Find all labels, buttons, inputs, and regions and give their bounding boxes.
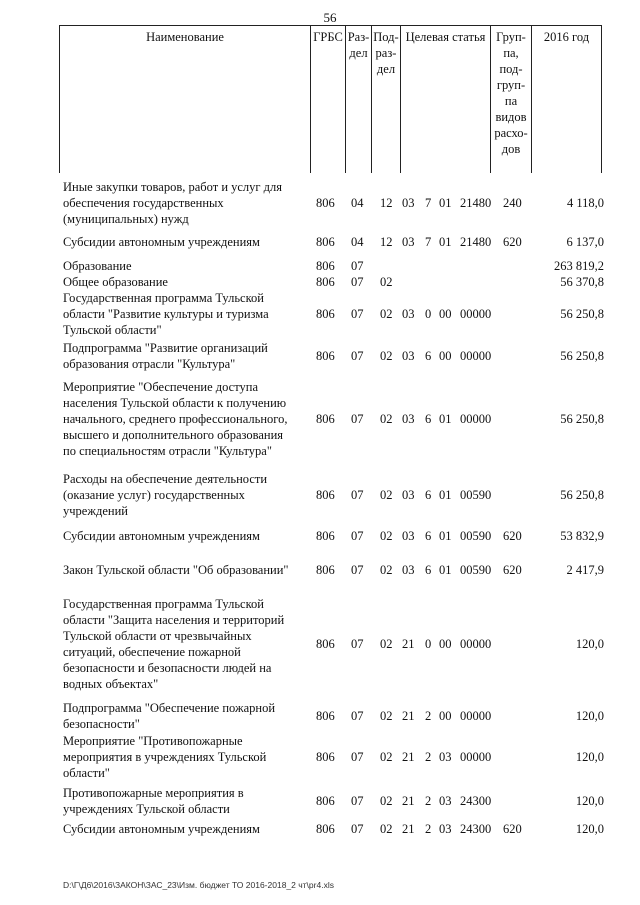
cell-target-subprogram: 2	[425, 794, 432, 808]
row-name: Государственная программа Тульской области "Защита населения и территорий Тульской области от чрезвычайных ситуаций, обеспечение пожарной безопасности и безопасности людей на водных объектах"	[63, 597, 285, 691]
cell-razdel: 07	[351, 412, 364, 426]
row-name: Подпрограмма "Обеспечение пожарной безопасности"	[63, 701, 276, 731]
cell-target-subprogram: 2	[425, 709, 432, 723]
cell-target-code: 00000	[460, 709, 492, 723]
cell-target-subprogram: 2	[425, 822, 432, 836]
row-name: Мероприятие "Обеспечение доступа населения Тульской области к получению начального, среднего профессионального, высшего и дополнительного образования по специальностям отрасли "Культура"	[63, 380, 288, 458]
cell-amount: 120,0	[575, 709, 604, 723]
cell-grbs: 806	[316, 307, 335, 321]
row-name: Подпрограмма "Развитие организаций образования отрасли "Культура"	[63, 341, 268, 371]
cell-grbs: 806	[316, 822, 335, 836]
cell-podrazdel: 02	[380, 349, 393, 363]
cell-target-program: 03	[402, 235, 415, 249]
cell-amount: 120,0	[575, 637, 604, 651]
cell-razdel: 07	[351, 822, 364, 836]
table-row	[0, 179, 640, 227]
cell-podrazdel: 12	[380, 235, 393, 249]
table-row	[0, 340, 640, 372]
cell-target-activity: 00	[439, 637, 452, 651]
cell-amount: 56 250,8	[560, 307, 604, 321]
cell-grbs: 806	[316, 563, 335, 577]
table-row	[0, 785, 640, 817]
cell-grbs: 806	[316, 750, 335, 764]
cell-razdel: 07	[351, 275, 364, 289]
cell-podrazdel: 02	[380, 709, 393, 723]
row-name: Иные закупки товаров, работ и услуг для обеспечения государственных (муниципальных) нужд	[63, 180, 283, 226]
cell-grbs: 806	[316, 794, 335, 808]
cell-target-program: 03	[402, 349, 415, 363]
cell-target-program: 21	[402, 709, 415, 723]
cell-podrazdel: 02	[380, 750, 393, 764]
row-name: Образование	[63, 259, 132, 273]
table-row	[0, 733, 640, 781]
cell-target-program: 03	[402, 196, 415, 210]
row-name: Субсидии автономным учреждениям	[63, 235, 260, 249]
cell-target-activity: 03	[439, 794, 452, 808]
cell-target-program: 03	[402, 563, 415, 577]
header-border	[59, 25, 60, 173]
table-row	[0, 562, 640, 578]
table-row	[0, 471, 640, 519]
cell-target-program: 21	[402, 822, 415, 836]
cell-razdel: 07	[351, 529, 364, 543]
cell-target-activity: 00	[439, 307, 452, 321]
cell-target-activity: 01	[439, 196, 452, 210]
table-row	[0, 379, 640, 459]
cell-razdel: 07	[351, 307, 364, 321]
cell-expense-type: 620	[503, 563, 522, 577]
cell-grbs: 806	[316, 637, 335, 651]
cell-podrazdel: 02	[380, 529, 393, 543]
cell-target-code: 00590	[460, 563, 492, 577]
cell-grbs: 806	[316, 709, 335, 723]
row-name: Субсидии автономным учреждениям	[63, 529, 260, 543]
cell-target-activity: 03	[439, 750, 452, 764]
cell-grbs: 806	[316, 235, 335, 249]
cell-amount: 6 137,0	[566, 235, 604, 249]
cell-grbs: 806	[316, 488, 335, 502]
cell-amount: 56 370,8	[560, 275, 604, 289]
cell-podrazdel: 02	[380, 488, 393, 502]
cell-razdel: 04	[351, 235, 364, 249]
row-name: Общее образование	[63, 275, 168, 289]
cell-amount: 4 118,0	[566, 196, 604, 210]
header-border	[531, 25, 532, 173]
file-path-footer: D:\Г\Д6\2016\ЗАКОН\ЗАС_23\Изм. бюджет ТО 2016-2018_2 чт\pr4.xls	[63, 880, 334, 890]
cell-target-subprogram: 6	[425, 529, 432, 543]
cell-amount: 263 819,2	[554, 259, 604, 273]
cell-razdel: 07	[351, 709, 364, 723]
cell-target-program: 03	[402, 307, 415, 321]
cell-expense-type: 620	[503, 822, 522, 836]
cell-podrazdel: 12	[380, 196, 393, 210]
cell-razdel: 07	[351, 259, 364, 273]
cell-razdel: 07	[351, 488, 364, 502]
cell-target-code: 00590	[460, 488, 492, 502]
cell-target-subprogram: 0	[425, 637, 432, 651]
header-year: 2016 год	[543, 30, 590, 44]
cell-target-program: 21	[402, 637, 415, 651]
cell-podrazdel: 02	[380, 307, 393, 321]
row-name: Противопожарные мероприятия в учреждениях Тульской области	[63, 786, 244, 816]
cell-target-subprogram: 7	[425, 235, 432, 249]
cell-podrazdel: 02	[380, 637, 393, 651]
cell-target-code: 24300	[460, 794, 492, 808]
cell-razdel: 07	[351, 349, 364, 363]
cell-target-code: 00590	[460, 529, 492, 543]
cell-razdel: 04	[351, 196, 364, 210]
page-number: 56	[323, 10, 337, 25]
cell-podrazdel: 02	[380, 794, 393, 808]
table-row	[0, 274, 640, 290]
cell-amount: 120,0	[575, 822, 604, 836]
cell-target-program: 03	[402, 488, 415, 502]
cell-target-code: 00000	[460, 307, 492, 321]
header-border	[400, 25, 401, 173]
cell-target-code: 24300	[460, 822, 492, 836]
cell-grbs: 806	[316, 412, 335, 426]
cell-target-code: 00000	[460, 412, 492, 426]
cell-amount: 56 250,8	[560, 349, 604, 363]
cell-target-code: 00000	[460, 637, 492, 651]
row-name: Государственная программа Тульской области "Развитие культуры и туризма Тульской области"	[63, 291, 269, 337]
table-row	[0, 290, 640, 338]
cell-podrazdel: 02	[380, 822, 393, 836]
table-row	[0, 596, 640, 692]
cell-grbs: 806	[316, 529, 335, 543]
cell-razdel: 07	[351, 563, 364, 577]
cell-target-activity: 00	[439, 709, 452, 723]
cell-expense-type: 620	[503, 529, 522, 543]
cell-target-subprogram: 6	[425, 349, 432, 363]
cell-grbs: 806	[316, 349, 335, 363]
cell-target-code: 21480	[460, 196, 492, 210]
cell-razdel: 07	[351, 750, 364, 764]
header-name: Наименование	[146, 30, 224, 44]
table-row	[0, 528, 640, 544]
row-name: Мероприятие "Противопожарные мероприятия в учреждениях Тульской области"	[63, 734, 267, 780]
row-name: Расходы на обеспечение деятельности (оказание услуг) государственных учреждений	[63, 472, 268, 518]
cell-target-activity: 01	[439, 529, 452, 543]
header-grbs: ГРБС	[313, 30, 343, 44]
cell-podrazdel: 02	[380, 412, 393, 426]
cell-grbs: 806	[316, 275, 335, 289]
header-expense-group: Груп- па, под- груп- па видов расхо- дов	[494, 30, 528, 156]
cell-target-program: 03	[402, 412, 415, 426]
cell-expense-type: 620	[503, 235, 522, 249]
cell-expense-type: 240	[503, 196, 522, 210]
cell-target-activity: 01	[439, 563, 452, 577]
header-target-article: Целевая статья	[405, 30, 486, 44]
cell-amount: 53 832,9	[560, 529, 604, 543]
cell-target-program: 21	[402, 794, 415, 808]
cell-target-subprogram: 0	[425, 307, 432, 321]
cell-target-subprogram: 2	[425, 750, 432, 764]
cell-target-subprogram: 6	[425, 488, 432, 502]
table-row	[0, 234, 640, 250]
cell-amount: 120,0	[575, 750, 604, 764]
cell-amount: 2 417,9	[566, 563, 604, 577]
cell-target-subprogram: 7	[425, 196, 432, 210]
table-row	[0, 258, 640, 274]
cell-target-activity: 01	[439, 235, 452, 249]
cell-target-program: 03	[402, 529, 415, 543]
cell-podrazdel: 02	[380, 563, 393, 577]
row-name: Закон Тульской области "Об образовании"	[63, 563, 289, 577]
cell-target-program: 21	[402, 750, 415, 764]
cell-target-code: 00000	[460, 750, 492, 764]
cell-target-activity: 03	[439, 822, 452, 836]
cell-target-activity: 00	[439, 349, 452, 363]
table-row	[0, 700, 640, 732]
cell-target-code: 21480	[460, 235, 492, 249]
cell-amount: 56 250,8	[560, 412, 604, 426]
cell-razdel: 07	[351, 637, 364, 651]
cell-target-activity: 01	[439, 488, 452, 502]
header-razdel: Раз- дел	[347, 30, 370, 60]
cell-grbs: 806	[316, 259, 335, 273]
row-name: Субсидии автономным учреждениям	[63, 822, 260, 836]
cell-target-code: 00000	[460, 349, 492, 363]
header-podrazdel: Под- раз- дел	[373, 30, 399, 76]
header-top-border	[59, 25, 601, 26]
header-border	[601, 25, 602, 173]
cell-grbs: 806	[316, 196, 335, 210]
cell-target-subprogram: 6	[425, 563, 432, 577]
cell-target-activity: 01	[439, 412, 452, 426]
cell-amount: 120,0	[575, 794, 604, 808]
header-border	[310, 25, 311, 173]
cell-amount: 56 250,8	[560, 488, 604, 502]
cell-target-subprogram: 6	[425, 412, 432, 426]
table-row	[0, 821, 640, 837]
cell-podrazdel: 02	[380, 275, 393, 289]
cell-razdel: 07	[351, 794, 364, 808]
